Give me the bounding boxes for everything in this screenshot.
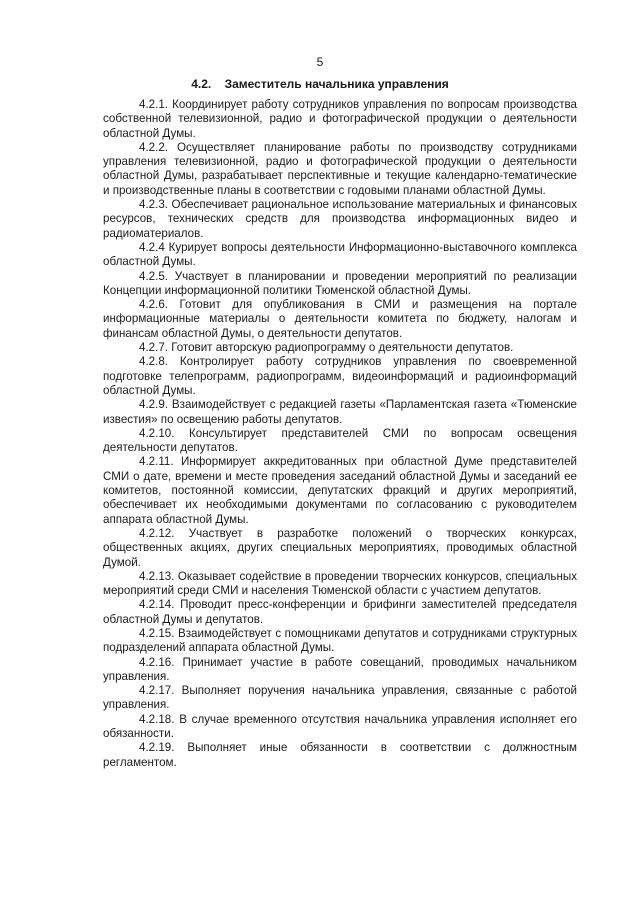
- paragraph-4-2-17: 4.2.17. Выполняет поручения начальника управления, связанные с работой управления.: [103, 684, 577, 712]
- paragraph-4-2-8: 4.2.8. Контролирует работу сотрудников управления по своевременной подготовке телепрограмм, радиопрограмм, видеоинформаций и радиоинформаций областной Думы.: [103, 355, 577, 397]
- paragraph-4-2-12: 4.2.12. Участвует в разработке положений о творческих конкурсах, общественных акциях, других специальных мероприятиях, проводимых областной Думой.: [103, 526, 577, 569]
- paragraph-4-2-19: 4.2.19. Выполняет иные обязанности в соответствии с должностным регламентом.: [103, 741, 577, 769]
- paragraph-4-2-6: 4.2.6. Готовит для опубликования в СМИ и размещения на портале информационные материалы о деятельности комитета по бюджету, налогам и финансам областной Думы, о деятельности депутатов.: [103, 298, 577, 340]
- paragraph-4-2-14: 4.2.14. Проводит пресс-конференции и брифинги заместителей председателя областной Думы и депутатов.: [103, 598, 577, 626]
- paragraph-4-2-2: 4.2.2. Осуществляет планирование работы по производству сотрудниками управления телевизионной, радио и фотографической продукции о деятельности областной Думы, разрабатывает перспективные и текущие календарно-тематические и производственные планы в соответствии с годовыми планами областной Думы.: [103, 140, 577, 197]
- paragraph-4-2-3: 4.2.3. Обеспечивает рациональное использование материальных и финансовых ресурсов, технических средств для производства информационных видео и радиоматериалов.: [103, 198, 577, 240]
- paragraph-4-2-13: 4.2.13. Оказывает содействие в проведении творческих конкурсов, специальных мероприятий среди СМИ и населения Тюменской области с участием депутатов.: [103, 569, 577, 598]
- section-title: Заместитель начальника управления: [224, 77, 449, 91]
- paragraph-4-2-1: 4.2.1. Координирует работу сотрудников управления по вопросам производства собственной телевизионной, радио и фотографической продукции о деятельности областной Думы.: [103, 98, 577, 140]
- paragraph-4-2-5: 4.2.5. Участвует в планировании и проведении мероприятий по реализации Концепции информационной политики Тюменской областной Думы.: [103, 269, 577, 297]
- section-number: 4.2.: [191, 77, 212, 91]
- section-body: [103, 98, 577, 770]
- paragraph-4-2-18: 4.2.18. В случае временного отсутствия начальника управления исполняет его обязанности.: [103, 712, 577, 741]
- paragraph-4-2-7: 4.2.7. Готовит авторскую радиопрограмму о деятельности депутатов.: [139, 341, 514, 355]
- paragraph-4-2-9: 4.2.9. Взаимодействует с редакцией газеты «Парламентская газета «Тюменские известия» по освещению работы депутатов.: [103, 398, 577, 426]
- section-heading: [0, 77, 640, 92]
- paragraph-4-2-11: 4.2.11. Информирует аккредитованных при областной Думе представителей СМИ о дате, времени и месте проведения заседаний областной Думы и заседаний ее комитетов, постоянной комиссии, депутатских фракций и других мероприятий, обеспечивает их необходимыми документами по согласованию с руководителем аппарата областной Думы.: [103, 455, 577, 526]
- paragraph-4-2-16: 4.2.16. Принимает участие в работе совещаний, проводимых начальником управления.: [103, 655, 577, 683]
- paragraph-4-2-4: 4.2.4 Курирует вопросы деятельности Информационно-выставочного комплекса областной Думы.: [103, 240, 577, 269]
- paragraph-4-2-15: 4.2.15. Взаимодействует с помощниками депутатов и сотрудниками структурных подразделений аппарата областной Думы.: [103, 626, 577, 655]
- page-number: 5: [316, 55, 324, 69]
- paragraph-4-2-10: 4.2.10. Консультирует представителей СМИ по вопросам освещения деятельности депутатов.: [103, 426, 577, 455]
